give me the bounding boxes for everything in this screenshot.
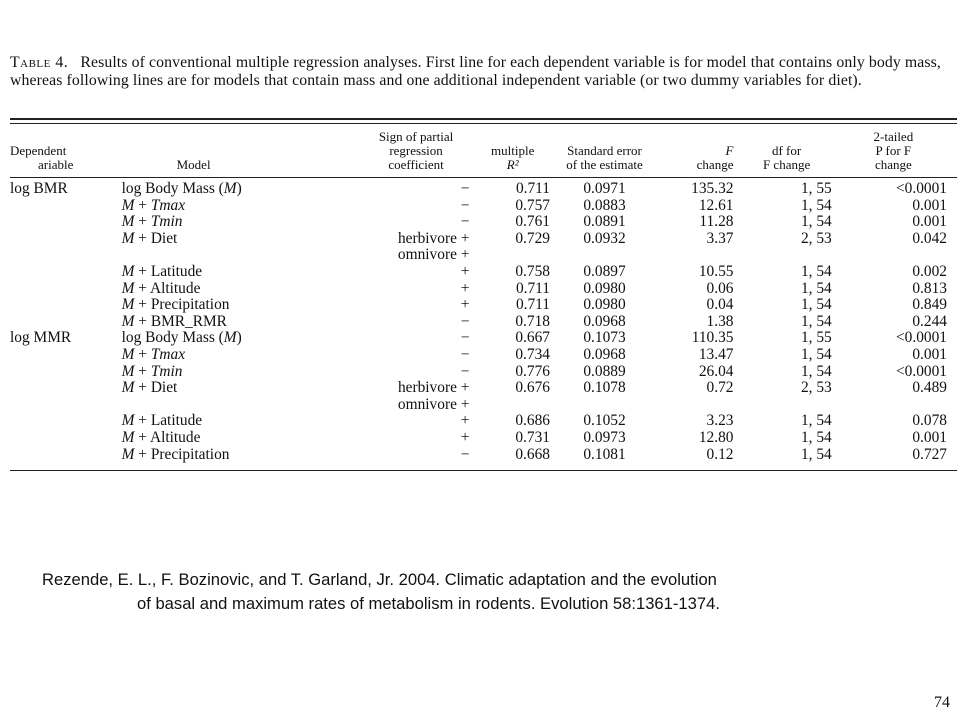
table-body <box>10 178 957 471</box>
cell-df: 1, 54 <box>800 279 832 297</box>
cell-sign: − <box>460 180 470 197</box>
cell-r2: 0.734 <box>515 345 550 363</box>
model-variable: M <box>121 428 135 446</box>
cell-dependent <box>10 264 122 281</box>
cell-sign: − <box>460 312 470 330</box>
cell-model: M + Tmax <box>121 345 186 363</box>
cell-p-value: 0.244 <box>912 312 947 330</box>
cell-sign: + <box>460 262 470 280</box>
cell-sign: − <box>460 345 470 363</box>
cell-f-change: 3.37 <box>706 229 734 247</box>
cell-se <box>550 247 659 264</box>
model-variable: Tmin <box>150 213 183 231</box>
cell-df: 1, 54 <box>800 262 832 280</box>
cell-se: 0.0968 <box>583 312 626 330</box>
model-variable: M <box>121 279 135 297</box>
header-p-line1: 2-tailed <box>873 129 914 144</box>
header-dependent <box>10 124 122 178</box>
header-r2 <box>475 124 550 178</box>
table-row <box>10 447 957 471</box>
cell-df: 1, 55 <box>800 180 832 197</box>
header-p <box>840 124 957 178</box>
header-f-symbol: F <box>725 143 734 158</box>
cell-model: M + Tmax <box>121 196 186 214</box>
model-variable: M <box>121 262 135 280</box>
model-variable: M <box>121 445 135 463</box>
cell-model: log Body Mass (M) <box>121 329 242 347</box>
cell-sign: herbivore + <box>397 229 470 247</box>
cell-se: 0.0883 <box>583 196 626 214</box>
cell-dependent: log MMR <box>10 329 72 347</box>
model-variable: Tmin <box>150 362 183 380</box>
cell-df: 1, 54 <box>800 445 832 463</box>
cell-model: M + Diet <box>121 379 178 397</box>
cell-model: M + Altitude <box>121 428 201 446</box>
table-header <box>10 124 957 178</box>
cell-r2: 0.711 <box>515 180 550 197</box>
table-row <box>10 214 957 231</box>
cell-df: 1, 54 <box>800 312 832 330</box>
cell-p-value: <0.0001 <box>895 362 947 380</box>
cell-df: 1, 54 <box>800 362 832 380</box>
cell-se: 0.1078 <box>583 379 626 397</box>
cell-r2: 0.718 <box>515 312 550 330</box>
model-variable: M <box>223 180 237 197</box>
model-variable: M <box>121 412 135 430</box>
header-se-line2: of the estimate <box>566 157 643 172</box>
cell-p-value: 0.042 <box>912 229 947 247</box>
cell-se: 0.0971 <box>583 180 626 197</box>
cell-sign: + <box>460 296 470 314</box>
cell-se <box>550 397 659 414</box>
model-variable: M <box>121 296 135 314</box>
cell-r2: 0.676 <box>515 379 550 397</box>
cell-sign: + <box>460 412 470 430</box>
header-sign-line2: regression <box>389 143 443 158</box>
cell-f-change: 0.04 <box>706 296 734 314</box>
cell-dependent <box>10 198 122 215</box>
cell-sign: omnivore + <box>397 246 470 264</box>
model-variable: Tmax <box>150 196 186 214</box>
header-r2-line1: multiple <box>491 143 535 158</box>
header-se <box>550 124 659 178</box>
results-table <box>10 124 957 470</box>
cell-r2: 0.757 <box>515 196 550 214</box>
model-variable: M <box>121 362 135 380</box>
cell-sign: − <box>460 329 470 347</box>
cell-dependent <box>10 281 122 298</box>
header-f <box>659 124 733 178</box>
cell-f-change: 0.06 <box>706 279 734 297</box>
table-row <box>10 231 957 248</box>
cell-p-value: 0.001 <box>912 213 947 231</box>
table-row <box>10 314 957 331</box>
cell-p-value: <0.0001 <box>895 329 947 347</box>
cell-f-change: 0.12 <box>706 445 734 463</box>
header-df-line2: F change <box>762 157 811 172</box>
cell-r2: 0.667 <box>515 329 550 347</box>
cell-df: 1, 54 <box>800 196 832 214</box>
cell-p-value: 0.489 <box>912 379 947 397</box>
cell-model <box>122 397 357 414</box>
header-sign <box>357 124 476 178</box>
model-variable: M <box>121 345 135 363</box>
cell-dependent <box>10 430 122 447</box>
page-number: 74 <box>934 694 950 711</box>
cell-r2: 0.668 <box>515 445 550 463</box>
header-row <box>10 124 957 178</box>
cell-f-change: 13.47 <box>698 345 734 363</box>
cell-r2: 0.711 <box>515 296 550 314</box>
table-row <box>10 281 957 298</box>
cell-dependent <box>10 247 122 264</box>
cell-dependent <box>10 231 122 248</box>
cell-f-change: 26.04 <box>698 362 734 380</box>
cell-r2: 0.731 <box>515 428 550 446</box>
cell-sign: + <box>460 279 470 297</box>
cell-dependent: log BMR <box>10 180 68 197</box>
cell-df: 1, 55 <box>800 329 832 347</box>
header-dependent-line1: Dependent <box>10 143 67 158</box>
table-row <box>10 364 957 381</box>
cell-model <box>122 247 357 264</box>
header-r2-line2 <box>475 158 550 172</box>
model-variable: M <box>121 196 135 214</box>
cell-f-change: 3.23 <box>706 412 734 430</box>
cell-df <box>733 397 839 414</box>
citation <box>42 568 932 616</box>
citation-line-1: Rezende, E. L., F. Bozinovic, and T. Garland, Jr. 2004. Climatic adaptation and the evolution <box>42 570 717 589</box>
cell-p-value: 0.001 <box>912 428 947 446</box>
cell-sign: − <box>460 213 470 231</box>
cell-se: 0.1052 <box>583 412 626 430</box>
table-row <box>10 347 957 364</box>
cell-model: M + Precipitation <box>121 445 230 463</box>
model-variable: M <box>121 213 135 231</box>
model-variable: M <box>121 312 135 330</box>
cell-r2: 0.729 <box>515 229 550 247</box>
cell-f-change: 11.28 <box>699 213 734 231</box>
cell-p-value: 0.078 <box>912 412 947 430</box>
header-r2-symbol: R² <box>506 157 519 172</box>
cell-model: M + Tmin <box>121 362 183 380</box>
table-row <box>10 330 957 347</box>
cell-dependent <box>10 314 122 331</box>
cell-se: 0.0889 <box>583 362 626 380</box>
header-sign-line3: coefficient <box>388 157 444 172</box>
cell-dependent <box>10 297 122 314</box>
cell-p-value: 0.727 <box>912 445 947 463</box>
table-caption <box>10 54 958 90</box>
cell-model: M + Precipitation <box>121 296 230 314</box>
cell-se: 0.0980 <box>583 296 626 314</box>
cell-se: 0.0980 <box>583 279 626 297</box>
cell-p-value: 0.001 <box>912 345 947 363</box>
cell-p-value: 0.813 <box>912 279 947 297</box>
cell-r2: 0.686 <box>515 412 550 430</box>
model-variable: Tmax <box>150 345 186 363</box>
cell-df: 1, 54 <box>800 345 832 363</box>
cell-se: 0.1081 <box>583 445 626 463</box>
cell-f-change: 12.80 <box>698 428 734 446</box>
cell-dependent <box>10 347 122 364</box>
cell-p-value <box>840 247 957 264</box>
cell-sign: omnivore + <box>397 395 470 413</box>
cell-dependent <box>10 380 122 397</box>
cell-dependent <box>10 413 122 430</box>
cell-f-change: 12.61 <box>698 196 734 214</box>
cell-f-change: 10.55 <box>698 262 734 280</box>
table-top-rule <box>10 118 957 120</box>
cell-f-change: 0.72 <box>706 379 734 397</box>
cell-df: 1, 54 <box>800 428 832 446</box>
cell-p-value: <0.0001 <box>895 180 947 197</box>
cell-p-value: 0.849 <box>912 296 947 314</box>
table-bottom-rule <box>10 470 957 471</box>
header-se-line1: Standard error <box>567 143 642 158</box>
header-p-line2: P for F <box>875 143 912 158</box>
table-row <box>10 178 957 198</box>
table-caption-text: Results of conventional multiple regression analyses. First line for each dependent variable is for model that contains only body mass, whereas following lines are for models that contain mass and one additional independent variable (or two dummy variables for diet). <box>10 54 941 89</box>
cell-model: M + Altitude <box>121 279 201 297</box>
cell-model: log Body Mass (M) <box>121 180 242 197</box>
cell-p-value: 0.002 <box>912 262 947 280</box>
cell-dependent <box>10 214 122 231</box>
cell-r2: 0.776 <box>515 362 550 380</box>
table-row <box>10 380 957 397</box>
cell-df: 1, 54 <box>800 213 832 231</box>
model-variable: M <box>121 379 135 397</box>
table-row <box>10 198 957 215</box>
cell-df: 1, 54 <box>800 412 832 430</box>
cell-sign: − <box>460 196 470 214</box>
cell-df: 2, 53 <box>800 229 832 247</box>
cell-f-change <box>659 397 733 414</box>
cell-p-value: 0.001 <box>912 196 947 214</box>
header-model-label: Model <box>176 157 211 172</box>
cell-r2: 0.761 <box>515 213 550 231</box>
cell-model: M + Latitude <box>121 262 203 280</box>
cell-df: 2, 53 <box>800 379 832 397</box>
cell-dependent <box>10 447 122 471</box>
cell-r2 <box>475 247 550 264</box>
cell-f-change: 1.38 <box>706 312 734 330</box>
header-model <box>122 124 357 178</box>
cell-se: 0.0891 <box>583 213 626 231</box>
regression-table <box>10 118 957 471</box>
cell-se: 0.0968 <box>583 345 626 363</box>
header-f-line1 <box>659 144 733 158</box>
cell-sign: herbivore + <box>397 379 470 397</box>
table-row <box>10 397 957 414</box>
cell-model: M + BMR_RMR <box>121 312 227 330</box>
cell-dependent <box>10 364 122 381</box>
cell-r2 <box>475 397 550 414</box>
header-sign-line1: Sign of partial <box>378 129 454 144</box>
cell-dependent <box>10 397 122 414</box>
cell-sign: + <box>460 428 470 446</box>
cell-sign: − <box>460 445 470 463</box>
table-label: Table 4. <box>10 54 69 71</box>
header-p-line3: change <box>874 157 912 172</box>
cell-f-change: 110.35 <box>691 329 734 347</box>
cell-f-change <box>659 247 733 264</box>
header-f-line2: change <box>696 157 734 172</box>
header-dependent-line2: ariable <box>38 157 74 172</box>
table-row <box>10 413 957 430</box>
cell-se: 0.0932 <box>583 229 626 247</box>
table-row <box>10 297 957 314</box>
table-row <box>10 247 957 264</box>
table-row <box>10 430 957 447</box>
cell-model: M + Diet <box>121 229 178 247</box>
cell-model: M + Latitude <box>121 412 203 430</box>
cell-se: 0.0897 <box>583 262 626 280</box>
cell-sign: − <box>460 362 470 380</box>
cell-df <box>733 247 839 264</box>
cell-r2: 0.758 <box>515 262 550 280</box>
header-df-line1: df for <box>771 143 802 158</box>
cell-r2: 0.711 <box>515 279 550 297</box>
model-variable: M <box>223 329 237 347</box>
cell-p-value <box>840 397 957 414</box>
cell-se: 0.0973 <box>583 428 626 446</box>
cell-df: 1, 54 <box>800 296 832 314</box>
header-df <box>733 124 839 178</box>
table-row <box>10 264 957 281</box>
cell-f-change: 135.32 <box>691 180 734 197</box>
model-variable: M <box>121 229 135 247</box>
cell-se: 0.1073 <box>583 329 626 347</box>
citation-line-2: of basal and maximum rates of metabolism in rodents. Evolution 58:1361-1374. <box>137 594 720 613</box>
cell-model: M + Tmin <box>121 213 183 231</box>
